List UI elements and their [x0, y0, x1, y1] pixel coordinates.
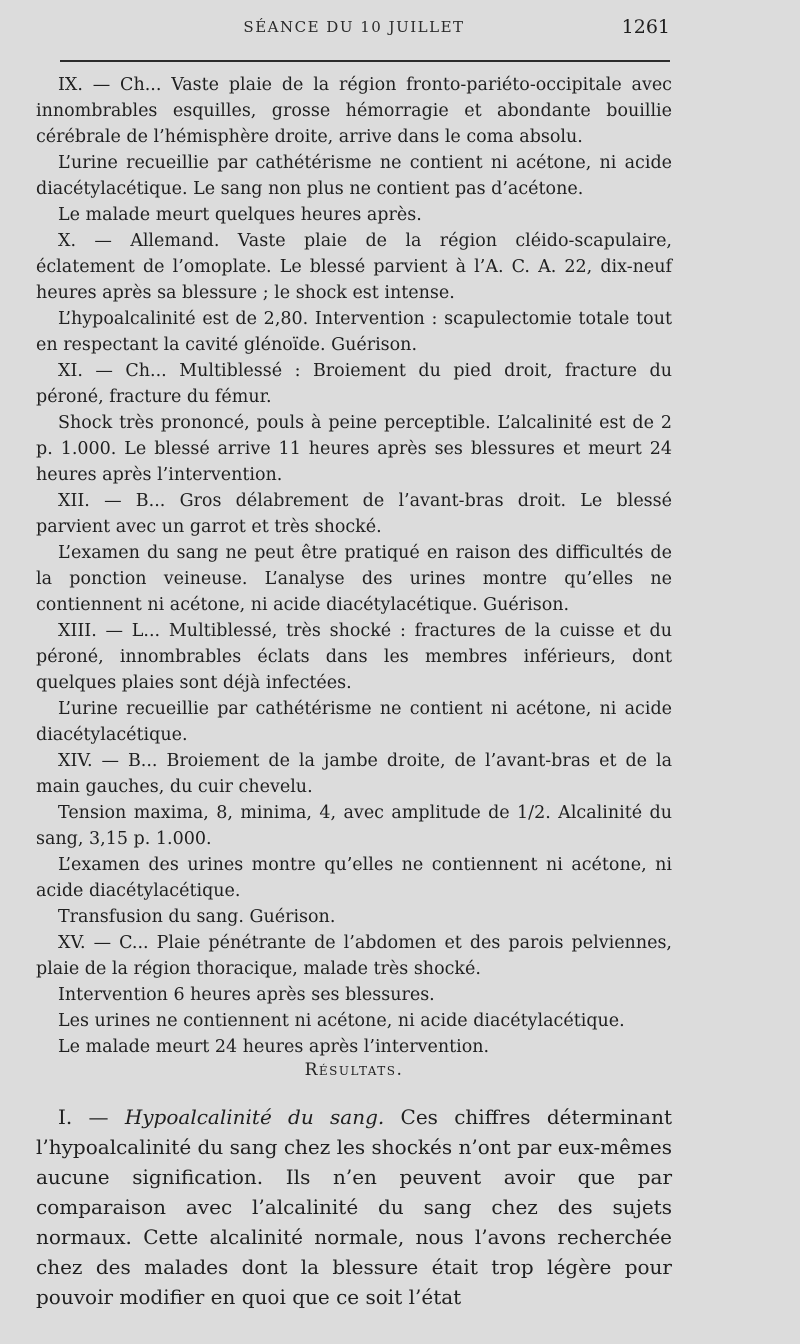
paragraph: XI. — Ch... Multiblessé : Broiement du pied droit, fracture du péroné, fracture du fémur.	[36, 361, 672, 407]
paragraph: XII. — B... Gros délabrement de l’avant-bras droit. Le blessé parvient avec un garrot et très shocké.	[36, 491, 672, 537]
section-heading: Résultats.	[304, 1060, 404, 1080]
paragraph: Le malade meurt 24 heures après l’intervention.	[58, 1037, 490, 1057]
results-body: Ces chiffres déterminant l’hypoalcalinité du sang chez les shockés n’ont par eux-mêmes aucune signification. Ils n’en peuvent avoir que par comparaison avec l’alcalinité du sang chez des sujets normaux. Cette alcalinité normale, nous l’avons recherchée chez des malades dont la blessure était trop légère pour pouvoir modifier en quoi que ce soit l’état	[36, 1105, 672, 1309]
paragraph: Intervention 6 heures après ses blessures.	[58, 985, 435, 1005]
paragraph: Les urines ne contiennent ni acétone, ni acide diacétylacétique.	[58, 1011, 625, 1031]
results-paragraph	[36, 1102, 672, 1312]
results-title: Hypoalcalinité du sang.	[124, 1105, 385, 1129]
paragraph: L’examen des urines montre qu’elles ne contiennent ni acétone, ni acide diacétylacétique.	[36, 855, 672, 901]
paragraph: IX. — Ch... Vaste plaie de la région fronto-pariéto-occipitale avec innombrables esquilles, grosse hémorragie et abondante bouillie cérébrale de l’hémisphère droite, arrive dans le coma absolu.	[36, 75, 672, 147]
paragraph: Transfusion du sang. Guérison.	[58, 907, 336, 927]
paragraph: Tension maxima, 8, minima, 4, avec amplitude de 1/2. Alcalinité du sang, 3,15 p. 1.000.	[36, 803, 672, 849]
running-title: SÉANCE DU 10 JUILLET	[243, 18, 465, 36]
paragraph: L’urine recueillie par cathétérisme ne contient ni acétone, ni acide diacétylacétique. Le sang non plus ne contient pas d’acétone.	[36, 153, 672, 199]
paragraph: Le malade meurt quelques heures après.	[58, 205, 422, 225]
paragraph: XIV. — B... Broiement de la jambe droite, de l’avant-bras et de la main gauches, du cuir chevelu.	[36, 751, 672, 797]
paragraph: X. — Allemand. Vaste plaie de la région cléido-scapulaire, éclatement de l’omoplate. Le blessé parvient à l’A. C. A. 22, dix-neuf heures après sa blessure ; le shock est intense.	[36, 231, 672, 303]
header-rule	[60, 60, 670, 62]
paragraph: L’hypoalcalinité est de 2,80. Intervention : scapulectomie totale tout en respectant la cavité glénoïde. Guérison.	[36, 309, 672, 355]
results-number: I. —	[58, 1105, 125, 1129]
paragraph: L’examen du sang ne peut être pratiqué en raison des difficultés de la ponction veineuse. L’analyse des urines montre qu’elles ne contiennent ni acétone, ni acide diacétylacétique. Guérison.	[36, 543, 672, 615]
paragraph: L’urine recueillie par cathétérisme ne contient ni acétone, ni acide diacétylacétique.	[36, 699, 672, 745]
page-number: 1261	[621, 16, 670, 38]
case-reports	[36, 72, 672, 1060]
paragraph: XIII. — L... Multiblessé, très shocké : fractures de la cuisse et du péroné, innombrables éclats dans les membres inférieurs, dont quelques plaies sont déjà infectées.	[36, 621, 672, 693]
paragraph: XV. — C... Plaie pénétrante de l’abdomen et des parois pelviennes, plaie de la région thoracique, malade très shocké.	[36, 933, 672, 979]
paragraph: Shock très prononcé, pouls à peine perceptible. L’alcalinité est de 2 p. 1.000. Le blessé arrive 11 heures après ses blessures et meurt 24 heures après l’intervention.	[36, 413, 672, 485]
results-section	[36, 1102, 672, 1312]
